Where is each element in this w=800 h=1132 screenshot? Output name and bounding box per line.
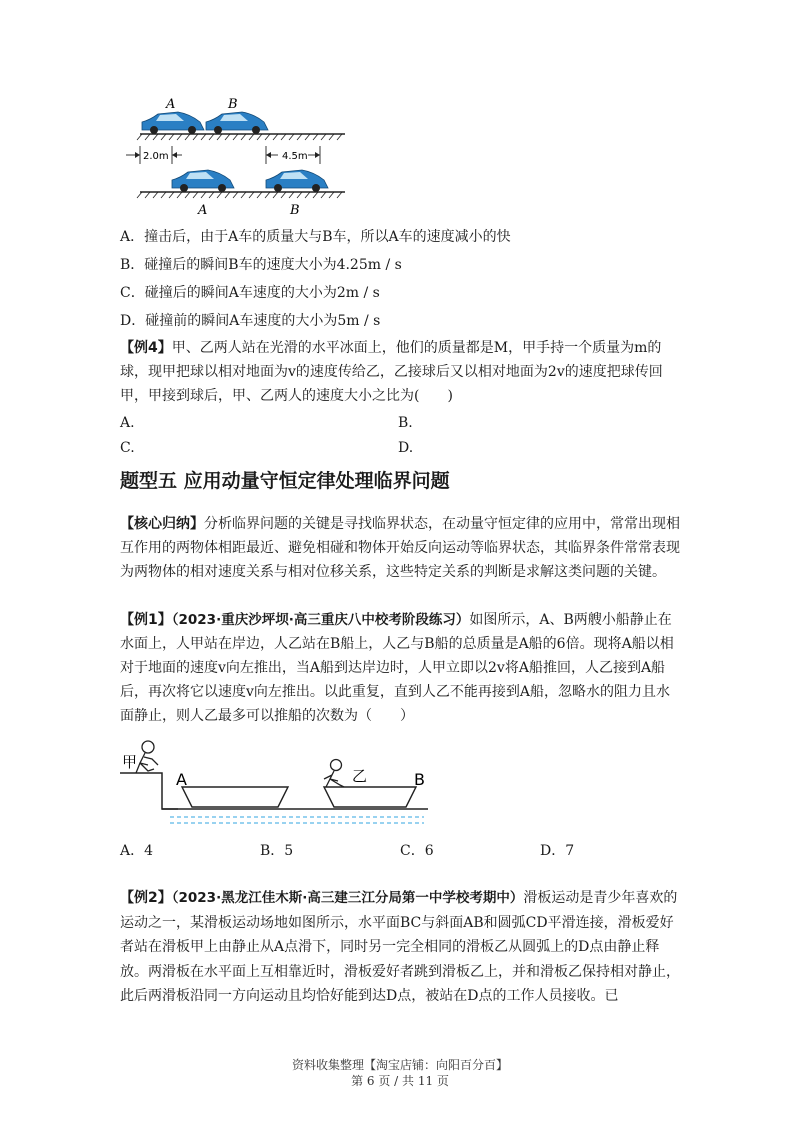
label-a-bottom: A: [198, 203, 208, 218]
car-collision-figure: [120, 96, 360, 218]
label-b-top: B: [228, 97, 238, 112]
person-yi-icon: [324, 760, 344, 788]
summary-text: 分析临界问题的关键是寻找临界状态，在动量守恒定律的应用中，常常出现相互作用的两物体相距最近、避免相碰和物体开始反向运动等临界状态，其临界条件常常表现为两物体的相对速度关系与相对位移关系，这些特定关系的判断是求解这类问题的关键。: [120, 516, 680, 580]
q3-option-a: A．撞击后，由于A车的质量大与B车，所以A车的速度减小的快: [120, 229, 511, 245]
dim-left-label: 2.0m: [143, 151, 169, 162]
ex2-source: （2023·黑龙江佳木斯·高三建三江分局第一中学校考期中）: [171, 890, 524, 906]
ex1-option-a: A．4: [120, 843, 154, 859]
label-jia: 甲: [122, 753, 138, 771]
car-a-top: [142, 112, 204, 134]
example4-option-d: D.: [398, 440, 414, 456]
label-a-top: A: [166, 97, 176, 112]
example4-option-c: C.: [120, 440, 135, 456]
ex1-option-c: C．6: [400, 843, 434, 859]
ex1-question: [120, 608, 680, 728]
ex1-option-d: D．7: [540, 843, 575, 859]
ex2-tag: 【例2】: [120, 890, 172, 906]
label-b-bottom: B: [290, 203, 300, 218]
example4-question: [120, 336, 680, 408]
section-title: 题型五 应用动量守恒定律处理临界问题: [120, 470, 450, 492]
person-jia-icon: [136, 741, 158, 773]
label-boat-b: B: [414, 770, 425, 789]
boat-b: [324, 787, 416, 807]
dim-right-label: 4.5m: [282, 151, 308, 162]
label-yi: 乙: [352, 767, 368, 785]
ex2-text: 滑板运动是青少年喜欢的运动之一，某滑板运动场地如图所示，水平面BC与斜面AB和圆弧CD平滑连接，滑板爱好者站在滑板甲上由静止从A点滑下，同时另一完全相同的滑板乙从圆弧上的D点由静止释放。两滑板在水平面上互相靠近时，滑板爱好者跳到滑板乙上，并和滑板乙保持相对静止，此后两滑板沿同一方向运动且均恰好能到达D点，被站在D点的工作人员接收。已: [120, 890, 680, 1004]
q3-option-b: B．碰撞后的瞬间B车的速度大小为4.25m / s: [120, 257, 402, 273]
summary-tag: 【核心归纳】: [120, 516, 204, 532]
ex1-text: 如图所示，A、B两艘小船静止在水面上，人甲站在岸边，人乙站在B船上，人乙与B船的总质量是A船的6倍。现将A船以相对于地面的速度v向左推出，当A船到达岸边时，人甲立即以2v将A船推回，人乙接到A船后，再次将它以速度v向左推出。以此重复，直到人乙不能再接到A船，忽略水的阻力且水面静止，则人乙最多可以推船的次数为（ ）: [120, 612, 674, 724]
footer-source: 资料收集整理【淘宝店铺：向阳百分百】: [291, 1058, 508, 1072]
footer-page-number: 第 6 页 / 共 11 页: [351, 1074, 449, 1088]
ex1-option-b: B．5: [260, 843, 294, 859]
ex1-source: （2023·重庆沙坪坝·高三重庆八中校考阶段练习）: [171, 612, 470, 628]
example4-option-b: B.: [398, 415, 413, 431]
boat-a: [182, 787, 288, 807]
q3-option-c: C．碰撞后的瞬间A车速度的大小为2m / s: [120, 285, 380, 301]
core-summary: [120, 512, 680, 584]
car-b-top: [206, 112, 268, 134]
car-b-bottom: [266, 170, 328, 192]
q3-option-d: D．碰撞前的瞬间A车速度的大小为5m / s: [120, 313, 381, 329]
example4-option-a: A.: [120, 415, 135, 431]
example4-text: 甲、乙两人站在光滑的水平冰面上，他们的质量都是M，甲手持一个质量为m的球，现甲把球以相对地面为v的速度传给乙，乙接球后又以相对地面为2v的速度把球传回甲，甲接到球后，甲、乙两人的速度大小之比为( ): [120, 340, 663, 404]
example4-tag: 【例4】: [120, 340, 172, 356]
boat-figure: [118, 735, 438, 831]
ex1-tag: 【例1】: [120, 612, 172, 628]
label-boat-a: A: [176, 770, 187, 789]
car-a-bottom: [172, 170, 234, 192]
ex2-question: [120, 886, 680, 1009]
